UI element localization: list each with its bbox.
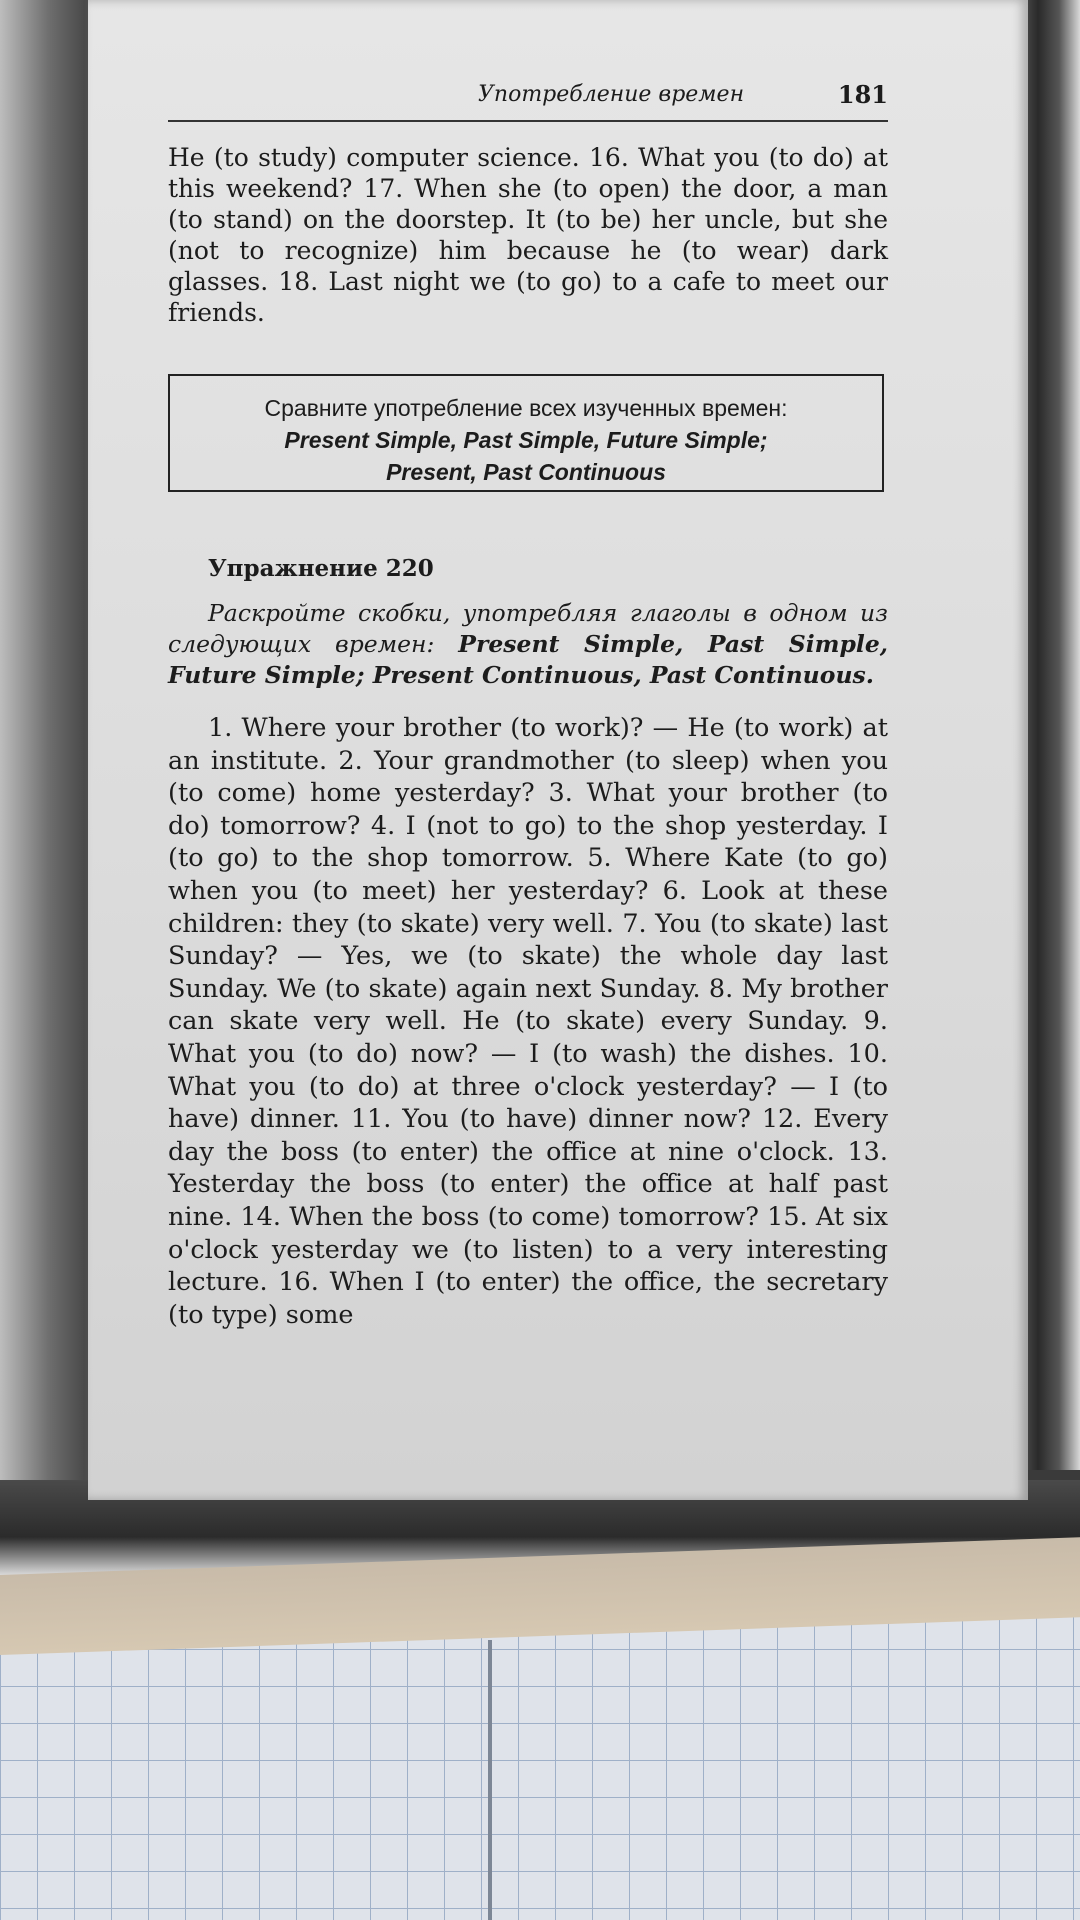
rule-box [168, 374, 884, 492]
running-title: Употребление времен [478, 82, 745, 107]
instruction-prefix: Раскройте скобки, употребляя глаголы в одном из следующих времен: [168, 599, 888, 658]
exercise-title: Упражнение 220 [208, 555, 434, 582]
exercise-instruction [168, 598, 888, 691]
notebook-fold [488, 1640, 492, 1920]
page-number: 181 [837, 80, 888, 109]
top-paragraph: He (to study) computer science. 16. What you (to do) at this weekend? 17. When she (to open) the door, a man (to stand) on the doorstep. It (to be) her uncle, but she (not to recognize) him because he (to wear) dark glasses. 18. Last night we (to go) to a cafe to meet our friends. [168, 143, 888, 327]
running-head [168, 78, 888, 122]
exercise-text: 1. Where your brother (to work)? — He (to work) at an institute. 2. Your grandmother (to sleep) when you (to come) home yesterday? 3. What your brother (to do) tomorrow? 4. I (not to go) to the shop yesterday. I (to go) to the shop tomorrow. 5. Where Kate (to go) when you (to meet) her yesterday? 6. Look at these children: they (to skate) very well. 7. You (to skate) last Sunday? — Yes, we (to skate) the whole day last Sunday. We (to skate) again next Sunday. 8. My brother can skate very well. He (to skate) every Sunday. 9. What you (to do) now? — I (to wash) the dishes. 10. What you (to do) at three o'clock yesterday? — I (to have) dinner. 11. You (to have) dinner now? 12. Every day the boss (to enter) the office at nine o'clock. 13. Yesterday the boss (to enter) the office at half past nine. 14. When the boss (to come) tomorrow? 15. At six o'clock yesterday we (to listen) to a very interesting lecture. 16. When I (to enter) the office, the secretary (to type) some [168, 713, 888, 1330]
instruction-tenses: Present Simple, Past Simple, Future Simple; Present Continuous, Past Continuous. [168, 630, 888, 689]
book-page [88, 0, 1028, 1500]
rule-box-line-1: Сравните употребление всех изученных времен: [264, 395, 788, 421]
rule-box-line-2: Present Simple, Past Simple, Future Simple; [284, 427, 768, 453]
rule-box-line-3: Present, Past Continuous [386, 459, 666, 485]
